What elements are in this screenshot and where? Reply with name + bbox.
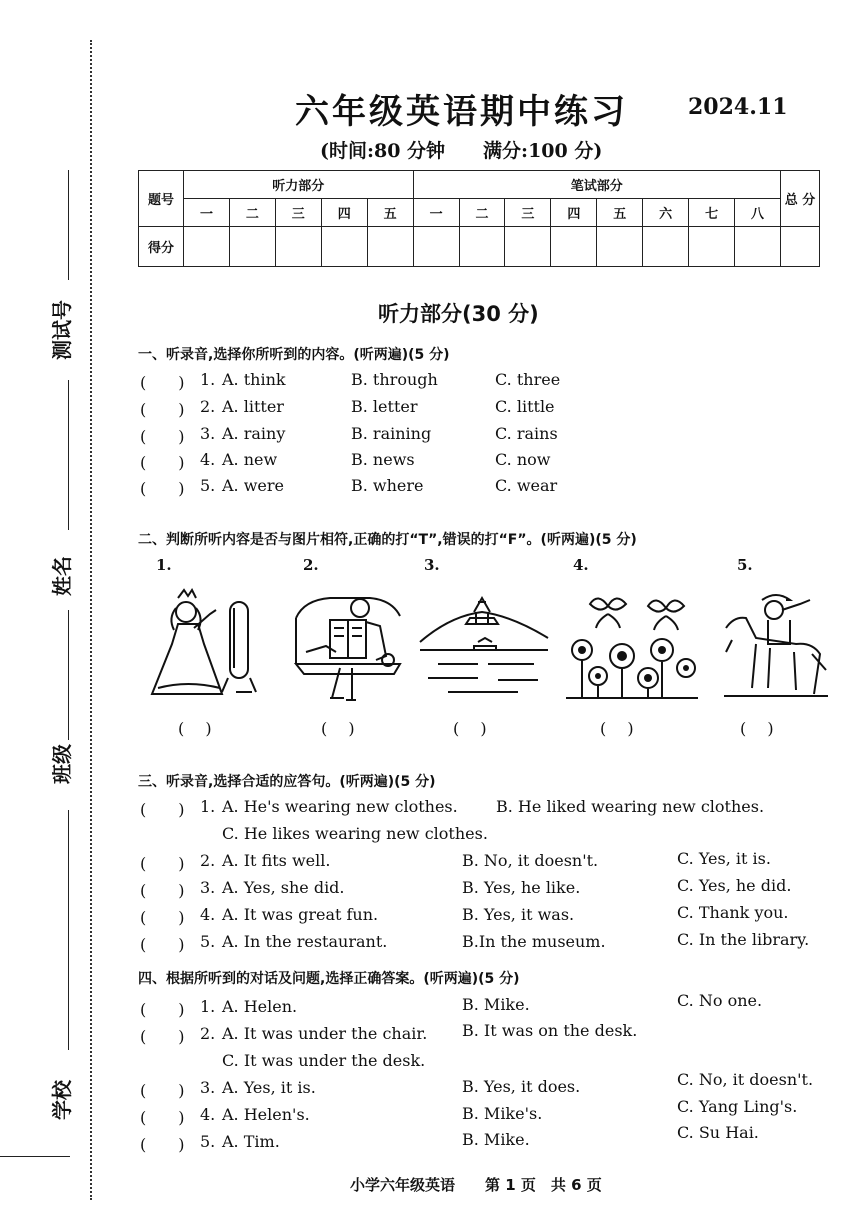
picture-number: 3. <box>424 556 440 574</box>
score-cell[interactable] <box>321 227 367 267</box>
answer-bracket[interactable]: ( ) <box>140 854 185 873</box>
score-cell[interactable] <box>229 227 275 267</box>
exam-date: 2024.11 <box>688 94 788 120</box>
answer-bracket[interactable]: ( ) <box>140 935 185 954</box>
tf-bracket[interactable]: ( ) <box>740 719 774 738</box>
name-line <box>68 380 69 530</box>
written-col: 八 <box>735 199 781 227</box>
option-c: C. three <box>495 370 561 389</box>
row-label-score: 得分 <box>139 227 184 267</box>
answer-bracket[interactable]: ( ) <box>140 373 185 392</box>
option-b: B. letter <box>351 397 418 416</box>
item-num: 1. <box>200 797 216 816</box>
item-num: 5. <box>200 1132 216 1151</box>
listening-col: 二 <box>229 199 275 227</box>
option-a: A. In the restaurant. <box>222 932 388 951</box>
score-cell[interactable] <box>643 227 689 267</box>
part3-title: 三、听录音,选择合适的应答句。(听两遍)(5 分) <box>138 774 436 790</box>
option-b: B. He liked wearing new clothes. <box>496 797 765 816</box>
total-score-cell[interactable] <box>781 227 820 267</box>
option-c: C. Yes, it is. <box>677 849 771 868</box>
written-header: 笔试部分 <box>413 171 780 199</box>
option-c: C. Su Hai. <box>677 1123 759 1142</box>
option-a: A. Helen. <box>222 997 298 1016</box>
score-cell[interactable] <box>367 227 413 267</box>
option-a: A. He's wearing new clothes. <box>222 797 458 816</box>
option-a: A. think <box>222 370 286 389</box>
answer-bracket[interactable]: ( ) <box>140 479 185 498</box>
flowers-butterflies-picture <box>562 588 702 708</box>
picture-number: 1. <box>156 556 172 574</box>
page-title: 六年级英语期中练习 <box>295 92 628 132</box>
score-cell[interactable] <box>551 227 597 267</box>
item-num: 1. <box>200 370 216 389</box>
item-num: 4. <box>200 905 216 924</box>
picture-number: 2. <box>303 556 319 574</box>
option-b: B. through <box>351 370 438 389</box>
exam-no-label: 测试号 <box>50 300 74 360</box>
item-num: 2. <box>200 397 216 416</box>
total-header: 总 分 <box>781 171 820 227</box>
item-num: 4. <box>200 450 216 469</box>
binding-dotted-line <box>90 40 92 1200</box>
answer-bracket[interactable]: ( ) <box>140 1135 185 1154</box>
margin-rule <box>0 1156 70 1157</box>
name-label: 姓名 <box>50 556 74 596</box>
score-cell[interactable] <box>184 227 230 267</box>
item-num: 3. <box>200 1078 216 1097</box>
written-col: 二 <box>459 199 505 227</box>
option-a: A. It fits well. <box>222 851 331 870</box>
listening-col: 一 <box>184 199 230 227</box>
item-num: 2. <box>200 851 216 870</box>
option-a: A. It was under the chair. <box>222 1024 428 1043</box>
score-cell[interactable] <box>735 227 781 267</box>
answer-bracket[interactable]: ( ) <box>140 908 185 927</box>
listening-col: 四 <box>321 199 367 227</box>
boy-horse-picture <box>722 588 830 708</box>
option-b: B. Mike. <box>462 995 530 1014</box>
part1-title: 一、听录音,选择你所听到的内容。(听两遍)(5 分) <box>138 347 450 363</box>
option-c: C. Yes, he did. <box>677 876 792 895</box>
score-cell[interactable] <box>413 227 459 267</box>
part2-title: 二、判断所听内容是否与图片相符,正确的打“T”,错误的打“F”。(听两遍)(5 分) <box>138 532 637 548</box>
option-c: C. Thank you. <box>677 903 789 922</box>
picture-number: 5. <box>737 556 753 574</box>
listening-header: 听力部分 <box>184 171 414 199</box>
answer-bracket[interactable]: ( ) <box>140 800 185 819</box>
option-c: C. wear <box>495 476 558 495</box>
option-b: B. No, it doesn't. <box>462 851 599 870</box>
pavilion-lake-picture <box>418 588 550 708</box>
written-col: 六 <box>643 199 689 227</box>
answer-bracket[interactable]: ( ) <box>140 1027 185 1046</box>
answer-bracket[interactable]: ( ) <box>140 400 185 419</box>
option-c: C. rains <box>495 424 558 443</box>
item-num: 5. <box>200 476 216 495</box>
item-num: 2. <box>200 1024 216 1043</box>
option-b: B. Yes, it does. <box>462 1077 581 1096</box>
answer-bracket[interactable]: ( ) <box>140 1081 185 1100</box>
option-a: A. Tim. <box>222 1132 280 1151</box>
page-footer: 小学六年级英语 第 1 页 共 6 页 <box>350 1176 602 1194</box>
option-c: C. In the library. <box>677 930 810 949</box>
row-label-number: 题号 <box>139 171 184 227</box>
option-c: C. little <box>495 397 555 416</box>
score-cell[interactable] <box>689 227 735 267</box>
option-b: B. where <box>351 476 424 495</box>
option-a: A. were <box>222 476 285 495</box>
answer-bracket[interactable]: ( ) <box>140 881 185 900</box>
exam-subtitle: (时间:80 分钟 满分:100 分) <box>320 140 603 162</box>
written-col: 一 <box>413 199 459 227</box>
man-reading-picture <box>292 588 404 708</box>
score-cell[interactable] <box>597 227 643 267</box>
class-line <box>68 610 69 740</box>
answer-bracket[interactable]: ( ) <box>140 453 185 472</box>
item-num: 3. <box>200 424 216 443</box>
option-b: B. It was on the desk. <box>462 1021 638 1040</box>
listening-col: 五 <box>367 199 413 227</box>
option-a: A. new <box>222 450 278 469</box>
answer-bracket[interactable]: ( ) <box>140 427 185 446</box>
option-c: C. It was under the desk. <box>222 1051 426 1070</box>
score-cell[interactable] <box>505 227 551 267</box>
part4-title: 四、根据所听到的对话及问题,选择正确答案。(听两遍)(5 分) <box>138 971 520 987</box>
school-line <box>68 810 69 1050</box>
girl-mirror-picture <box>148 588 268 708</box>
option-b: B. Mike's. <box>462 1104 543 1123</box>
option-c: C. No, it doesn't. <box>677 1070 814 1089</box>
answer-bracket[interactable]: ( ) <box>140 1000 185 1019</box>
option-b: B. news <box>351 450 415 469</box>
score-table <box>138 170 820 267</box>
item-num: 4. <box>200 1105 216 1124</box>
tf-bracket[interactable]: ( ) <box>453 719 487 738</box>
item-num: 3. <box>200 878 216 897</box>
written-col: 三 <box>505 199 551 227</box>
written-col: 四 <box>551 199 597 227</box>
option-a: A. rainy <box>222 424 286 443</box>
option-a: A. Yes, it is. <box>222 1078 316 1097</box>
option-c: C. now <box>495 450 551 469</box>
class-label: 班级 <box>50 744 74 784</box>
written-col: 五 <box>597 199 643 227</box>
tf-bracket[interactable]: ( ) <box>600 719 634 738</box>
written-col: 七 <box>689 199 735 227</box>
option-b: B. raining <box>351 424 432 443</box>
listening-section-heading: 听力部分(30 分) <box>378 302 539 326</box>
option-b: B. Yes, he like. <box>462 878 581 897</box>
option-b: B. Yes, it was. <box>462 905 575 924</box>
listening-col: 三 <box>275 199 321 227</box>
option-c: C. He likes wearing new clothes. <box>222 824 488 843</box>
item-num: 1. <box>200 997 216 1016</box>
score-cell[interactable] <box>275 227 321 267</box>
item-num: 5. <box>200 932 216 951</box>
option-a: A. It was great fun. <box>222 905 379 924</box>
option-c: C. No one. <box>677 991 763 1010</box>
exam-no-line <box>68 170 69 280</box>
tf-bracket[interactable]: ( ) <box>321 719 355 738</box>
picture-number: 4. <box>573 556 589 574</box>
option-a: A. Yes, she did. <box>222 878 345 897</box>
option-b: B. Mike. <box>462 1130 530 1149</box>
option-c: C. Yang Ling's. <box>677 1097 798 1116</box>
option-a: A. Helen's. <box>222 1105 310 1124</box>
option-a: A. litter <box>222 397 284 416</box>
tf-bracket[interactable]: ( ) <box>178 719 212 738</box>
school-label: 学校 <box>50 1080 74 1120</box>
answer-bracket[interactable]: ( ) <box>140 1108 185 1127</box>
score-cell[interactable] <box>459 227 505 267</box>
option-b: B.In the museum. <box>462 932 606 951</box>
